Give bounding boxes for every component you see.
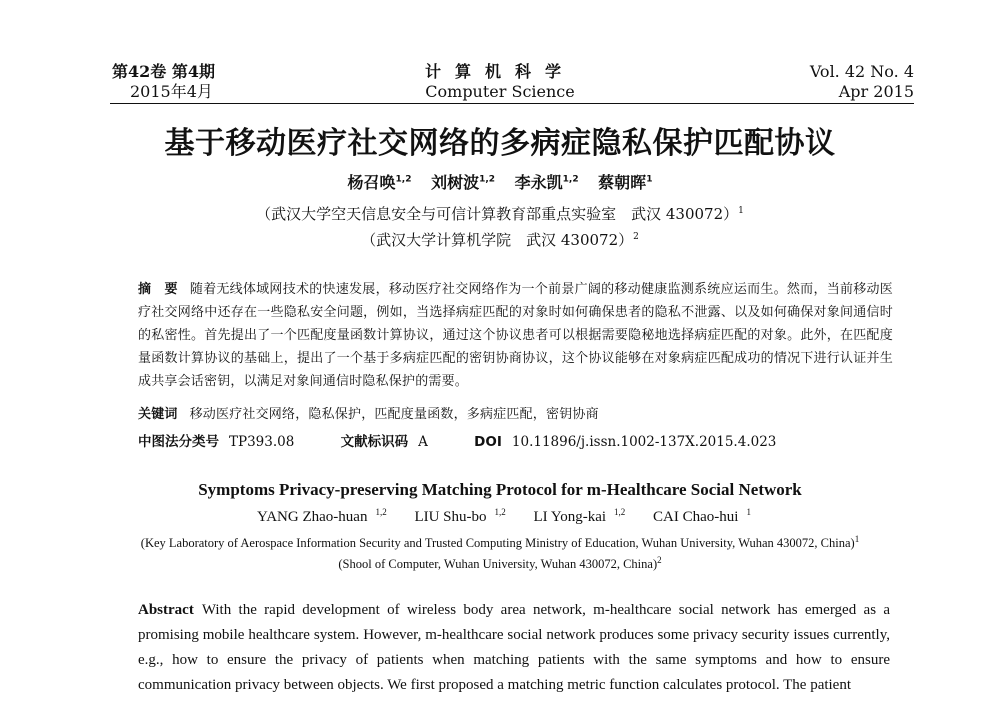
keywords-cn	[138, 403, 893, 426]
abstract-en-text: With the rapid development of wireless body area network, m-healthcare social network has emerged as a promising mobile healthcare system. However, m-healthcare social network produces some privacy security issues currently, e.g., how to ensure the privacy of patients when matching patients with the same symptoms and how to ensure communication privacy between objects. We first proposed a matching metric function calculates protocol. The patient	[138, 602, 890, 693]
abstract-cn-text: 随着无线体域网技术的快速发展，移动医疗社交网络作为一个前景广阔的移动健康监测系统应运而生。然而，当前移动医疗社交网络中还存在一些隐私安全问题，例如，当选择病症匹配的对象时如何确保患者的隐私不泄露、以及如何确保对象间通信时的私密性。首先提出了一个匹配度量函数计算协议，通过这个协议患者可以根据需要隐秘地选择病症匹配的对象。此外，在匹配度量函数计算协议的基础上，提出了一个基于多病症匹配的密钥协商协议，这个协议能够在对象病症匹配成功的情况下进行认证并生成共享会话密钥，以满足对象间通信时隐私保护的需要。	[138, 282, 893, 389]
doi-value: 10.11896/j.issn.1002-137X.2015.4.023	[511, 434, 777, 450]
running-header-right	[810, 62, 914, 102]
keywords-cn-text: 移动医疗社交网络，隐私保护，匹配度量函数，多病症匹配，密钥协商	[189, 407, 599, 422]
author-cn: 李永凯$^{1,2}$	[514, 173, 579, 192]
affiliation-en-1: (Key Laboratory of Aerospace Information Security and Trusted Computing Ministry of Education, Wuhan University, Wuhan 430072, China)$^1$	[140, 533, 860, 550]
clc-value: TP393.08	[229, 434, 295, 450]
author-cn: 蔡朝晖$^1$	[598, 173, 653, 192]
volume-en: Vol. 42 No. 4	[809, 62, 914, 81]
doc-code-value: A	[418, 434, 428, 450]
author-cn: 刘树波$^{1,2}$	[431, 173, 496, 192]
journal-name-cn: 计算机科学	[424, 62, 575, 81]
abstract-cn-label: 摘 要	[138, 282, 178, 297]
author-en: YANG Zhao-huan $^{1,2}$	[257, 507, 387, 525]
author-list-en	[0, 509, 1000, 526]
journal-name-en: Computer Science	[425, 82, 575, 101]
paper-title-en: Symptoms Privacy-preserving Matching Protocol for m-Healthcare Social Network	[198, 480, 802, 499]
volume-issue: 第42卷 第4期	[112, 62, 215, 81]
doi-label: DOI	[474, 434, 502, 450]
abstract-cn	[138, 278, 893, 393]
author-list-cn	[0, 170, 1000, 193]
clc-label: 中图法分类号	[138, 434, 219, 450]
header-rule	[110, 103, 914, 104]
classification-line	[138, 430, 776, 450]
affiliation-cn-1: （武汉大学空天信息安全与可信计算教育部重点实验室 武汉 430072）$^1$	[256, 205, 744, 223]
issue-date: 2015年4月	[130, 82, 213, 101]
author-en: LIU Shu-bo $^{1,2}$	[414, 507, 506, 525]
keywords-cn-label: 关键词	[138, 407, 178, 422]
date-en: Apr 2015	[838, 82, 914, 101]
affiliation-cn-2: （武汉大学计算机学院 武汉 430072）$^2$	[361, 231, 639, 249]
abstract-en-label: Abstract	[138, 602, 194, 618]
abstract-en	[138, 598, 890, 698]
author-en: LI Yong-kai $^{1,2}$	[533, 507, 626, 525]
affiliation-en-2: (Shool of Computer, Wuhan University, Wuhan 430072, China)$^2$	[338, 554, 662, 571]
paper-title-cn: 基于移动医疗社交网络的多病症隐私保护匹配协议	[164, 126, 836, 161]
doc-code-label: 文献标识码	[340, 434, 409, 450]
author-cn: 杨召唤$^{1,2}$	[347, 173, 412, 192]
author-en: CAI Chao-hui $^1$	[653, 507, 751, 525]
